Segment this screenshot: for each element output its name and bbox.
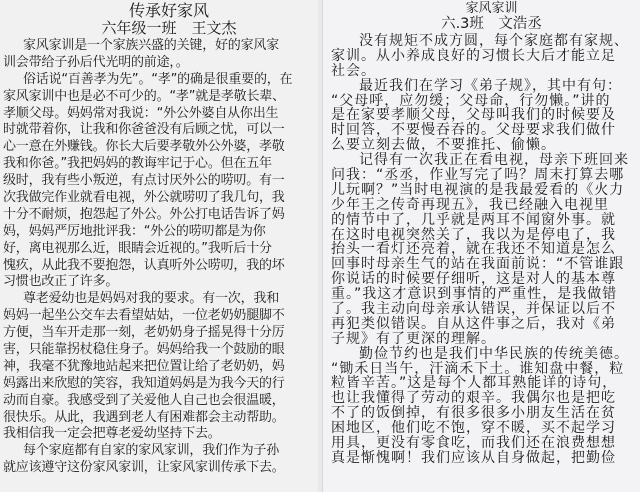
text-line: 心一意在外赚钱。你长大后要孝敬外公外婆，孝敬 bbox=[3, 139, 285, 155]
text-line: 次我做完作业就看电视，外公就唠叨了我几句，我 bbox=[3, 190, 285, 206]
text-line: 了。我主动向母亲承认错误，并保证以后不 bbox=[331, 301, 616, 318]
text-line: 么要立刻去做，不要推托、偷懒。 bbox=[331, 137, 556, 154]
text-line: 家风家训中也是必不可少的。“孝”就是孝敬长辈、 bbox=[3, 88, 285, 104]
essay-body bbox=[3, 38, 292, 477]
text-line: 粒皆辛苦。”这是每个人都耳熟能详的诗句， bbox=[331, 375, 618, 392]
text-line: 真是惭愧啊！我们应该从自身做起，把勤俭 bbox=[331, 449, 616, 466]
text-line: 家风家训是一个家族兴盛的关键，好的家风家 bbox=[23, 38, 280, 53]
text-line: 好，离电视那么近，眼睛会近视的。”我听后十分 bbox=[3, 240, 272, 256]
text-line: 害，只能靠拐杖稳住身子。妈妈给我一个鼓励的眼 bbox=[3, 342, 285, 358]
essay-author: 六年级一班 王文杰 bbox=[101, 19, 237, 37]
text-line: 是在家要孝顺父母，父母叫我们的时候要及 bbox=[331, 107, 616, 124]
text-line: 的情节中了，几乎就是两耳不闻窗外事。就 bbox=[331, 211, 616, 228]
text-line: 在这时电视突然关了，我以为是停电了，我 bbox=[331, 226, 616, 243]
text-line: 妈妈一起坐公交车去看望姑姑，一位老奶奶腿脚不 bbox=[3, 308, 285, 324]
text-line: 再犯类似错误。自从这件事之后，我对《弟 bbox=[331, 315, 616, 332]
text-line: 勤俭节约也是我们中华民族的传统美德。 bbox=[359, 345, 629, 362]
essay-page-right bbox=[322, 0, 640, 492]
text-line: 就应该遵守这份家风家训，让家风家训传承下去。 bbox=[3, 460, 285, 476]
text-line: 子规》有了更深的理解。 bbox=[331, 330, 496, 347]
text-line: 回事时母亲生气的站在我面前说：“不管谁跟 bbox=[331, 256, 625, 273]
essay-page-left bbox=[0, 0, 318, 492]
text-line: 时回答，不要慢吞吞的。父母要求我们做什 bbox=[331, 122, 616, 139]
text-line: 儿玩啊？”当时电视演的是我最爱看的《火力 bbox=[331, 181, 625, 198]
text-line: 你说话的时候要仔细听，这是对人的基本尊 bbox=[331, 271, 616, 288]
text-line: 社会。 bbox=[331, 62, 376, 79]
text-line: 尊老爱幼也是妈妈对我的要求。有一次，我和 bbox=[23, 291, 280, 307]
text-line: 每个家庭都有自家的家风家训，我们作为子孙 bbox=[23, 443, 280, 459]
text-line: 抬头一看灯还亮着，就在我还不知道是怎么 bbox=[331, 241, 616, 258]
text-line: 少年王之传奇再现五》，我已经融入电视里 bbox=[331, 196, 609, 213]
essay-title: 传承好家风 bbox=[128, 1, 209, 20]
text-line: 用具，更没有零食吃，而我们还在浪费想想 bbox=[331, 435, 616, 452]
text-line: 神，我毫不犹豫地站起来把位置让给了老奶奶，妈 bbox=[3, 358, 285, 374]
text-line: 方便，当车开走那一刻，老奶奶身子摇晃得十分厉 bbox=[3, 325, 285, 341]
text-line: “锄禾日当午，汗滴禾下土。谁知盘中餐，粒 bbox=[331, 360, 625, 377]
text-line: 问我：“丞丞，作业写完了吗？周末打算去哪 bbox=[331, 167, 625, 184]
text-line: “父母呼，应勿缓；父母命，行勿懒。”讲的 bbox=[331, 92, 611, 109]
essay-author: 六.3班 文浩丞 bbox=[441, 16, 542, 32]
text-line: 习惯也改正了许多。 bbox=[3, 274, 119, 290]
text-line: 记得有一次我正在看电视，母亲下班回来 bbox=[359, 152, 629, 169]
text-line: 重。”我这才意识到事情的严重性，是我做错 bbox=[331, 286, 618, 303]
text-line: 俗话说“百善孝为先”。“孝”的确是很重要的，在 bbox=[23, 71, 293, 87]
text-line: 级时，我有些小叛逆，有点讨厌外公的唠叨。有一 bbox=[3, 173, 285, 189]
text-line: 我相信我一定会把尊老爱幼坚持下去。 bbox=[3, 426, 221, 442]
text-line: 孝顺父母。妈妈常对我说：“外公外婆自从你出生 bbox=[3, 105, 279, 121]
text-line: 妈露出来欣慰的笑容，我知道妈妈是为我今天的行 bbox=[3, 375, 285, 391]
text-line: 家训。从小养成良好的习惯长大后才能立足 bbox=[331, 47, 616, 64]
text-line: 妈，妈妈严厉地批评我：“外公的唠叨都是为你 bbox=[3, 223, 266, 239]
text-line: 愧疚，从此我不要抱怨，认真听外公唠叨，我的坏 bbox=[3, 257, 285, 273]
text-line: 最近我们在学习《弟子规》，其中有句： bbox=[359, 77, 622, 94]
essay-title: 家风家训 bbox=[465, 1, 518, 16]
text-line: 我和你爸。”我把妈妈的教诲牢记于心。但在五年 bbox=[3, 156, 272, 172]
text-line: 很快乐。从此，我遇到老人有困难都会主动帮助。 bbox=[3, 409, 285, 425]
text-line: 动而自豪。我感受到了关爱他人自己也会很温暖， bbox=[3, 392, 285, 408]
text-line: 没有规矩不成方圆，每个家庭都有家规、 bbox=[359, 33, 629, 49]
text-line: 困地区，他们吃不饱，穿不暖，买不起学习 bbox=[331, 420, 616, 437]
text-line: 十分不耐烦，抱怨起了外公。外公打电话告诉了妈 bbox=[3, 206, 285, 222]
essay-body bbox=[331, 34, 629, 466]
text-line: 也让我懂得了劳动的艰辛。我偶尔也是把吃 bbox=[331, 390, 616, 407]
text-line: 训会带给子孙后代光明的前途，。 bbox=[3, 54, 189, 70]
text-line: 时就带着你，让我和你爸爸没有后顾之忧，可以一 bbox=[3, 122, 285, 138]
text-line: 不了的饭倒掉，有很多很多小朋友生活在贫 bbox=[331, 405, 616, 422]
